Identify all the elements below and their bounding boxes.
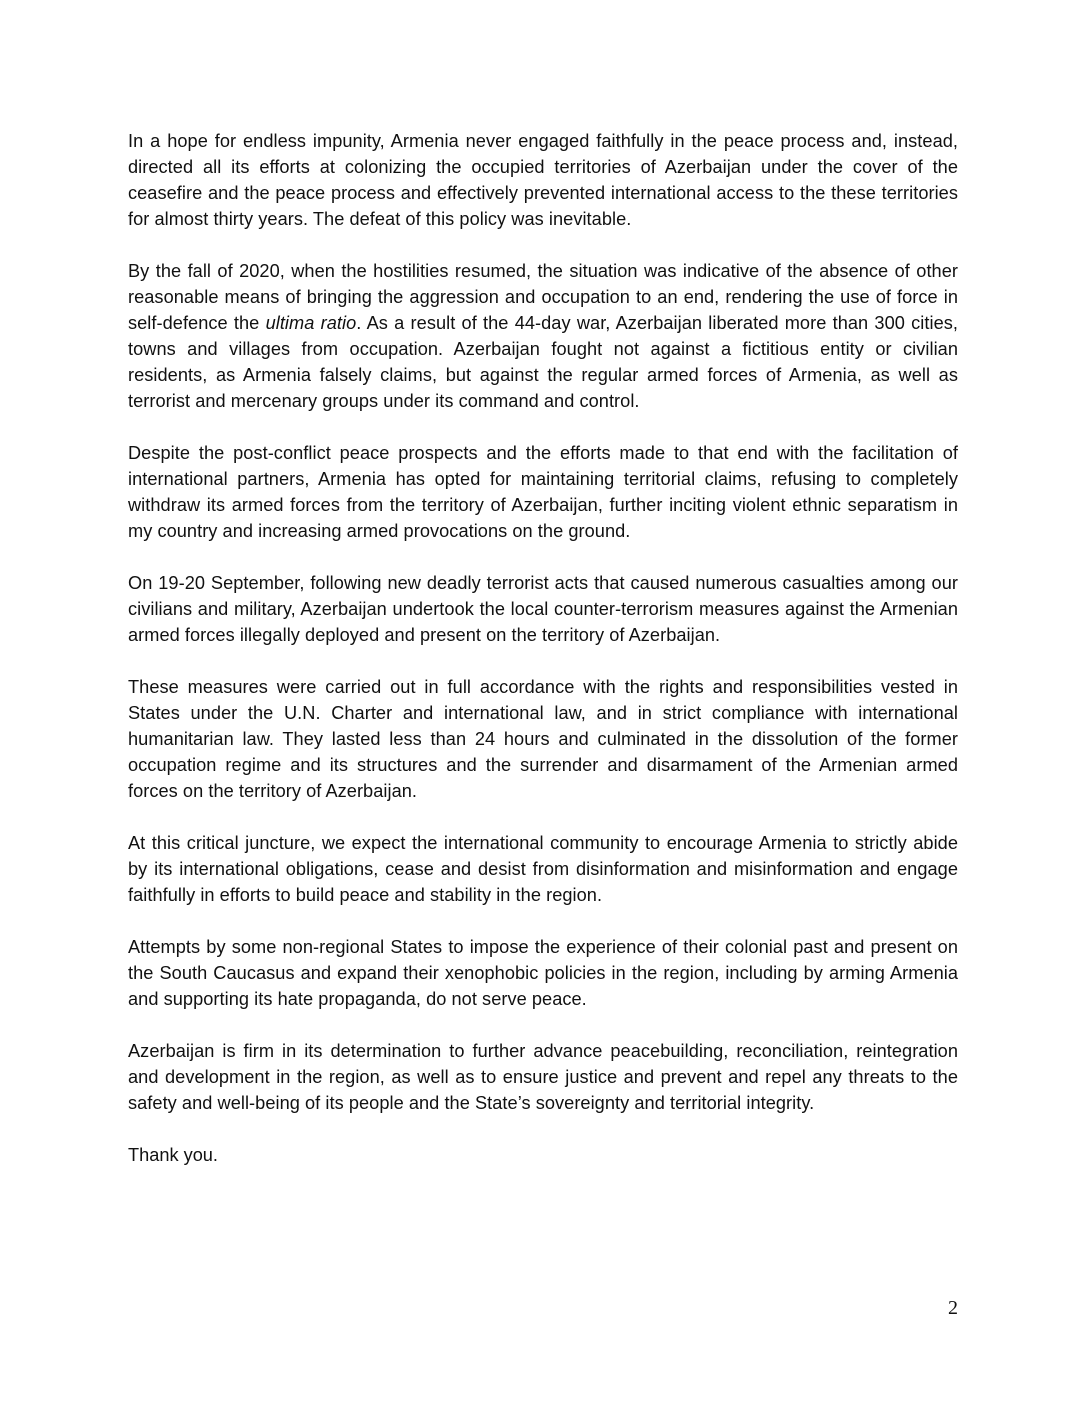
- paragraph-2-italic-term: ultima ratio: [265, 313, 357, 333]
- paragraph-3: Despite the post-conflict peace prospects and the efforts made to that end with the facilitation of international partners, Armenia has opted for maintaining territorial claims, refusing to completely withdraw its armed forces from the territory of Azerbaijan, further inciting violent ethnic separatism in my country and increasing armed provocations on the ground.: [128, 443, 958, 541]
- document-body: [128, 128, 958, 1186]
- page-number: 2: [948, 1297, 958, 1319]
- paragraph-8: Azerbaijan is firm in its determination to further advance peacebuilding, reconciliation, reintegration and development in the region, as well as to ensure justice and prevent and repel any threats to the safety and well-being of its people and the State’s sovereignty and territorial integrity.: [128, 1041, 958, 1113]
- paragraph-5: These measures were carried out in full accordance with the rights and responsibilities vested in States under the U.N. Charter and international law, and in strict compliance with international humanitarian law. They lasted less than 24 hours and culminated in the dissolution of the former occupation regime and its structures and the surrender and disarmament of the Armenian armed forces on the territory of Azerbaijan.: [128, 677, 958, 801]
- paragraph-7: Attempts by some non-regional States to impose the experience of their colonial past and present on the South Caucasus and expand their xenophobic policies in the region, including by arming Armenia and supporting its hate propaganda, do not serve peace.: [128, 937, 958, 1009]
- paragraph-2: [128, 258, 958, 414]
- paragraph-6: At this critical juncture, we expect the international community to encourage Armenia to strictly abide by its international obligations, cease and desist from disinformation and misinformation and engage faithfully in efforts to build peace and stability in the region.: [128, 833, 958, 905]
- closing-line: Thank you.: [128, 1145, 218, 1165]
- paragraph-1: In a hope for endless impunity, Armenia never engaged faithfully in the peace process and, instead, directed all its efforts at colonizing the occupied territories of Azerbaijan under the cover of the ceasefire and the peace process and effectively prevented international access to the these territories for almost thirty years. The defeat of this policy was inevitable.: [128, 131, 958, 229]
- paragraph-2-text-after: . As a result of the 44-day war, Azerbaijan liberated more than 300 cities, towns and villages from occupation. Azerbaijan fought not against a fictitious entity or civilian residents, as Armenia falsely claims, but against the regular armed forces of Armenia, as well as terrorist and mercenary groups under its command and control.: [128, 313, 958, 411]
- paragraph-4: On 19-20 September, following new deadly terrorist acts that caused numerous casualties among our civilians and military, Azerbaijan undertook the local counter-terrorism measures against the Armenian armed forces illegally deployed and present on the territory of Azerbaijan.: [128, 573, 958, 645]
- paragraph-2-text-before: By the fall of 2020, when the hostilities resumed, the situation was indicative of the absence of other reasonable means of bringing the aggression and occupation to an end, rendering the use of force in self-defence the: [128, 261, 958, 333]
